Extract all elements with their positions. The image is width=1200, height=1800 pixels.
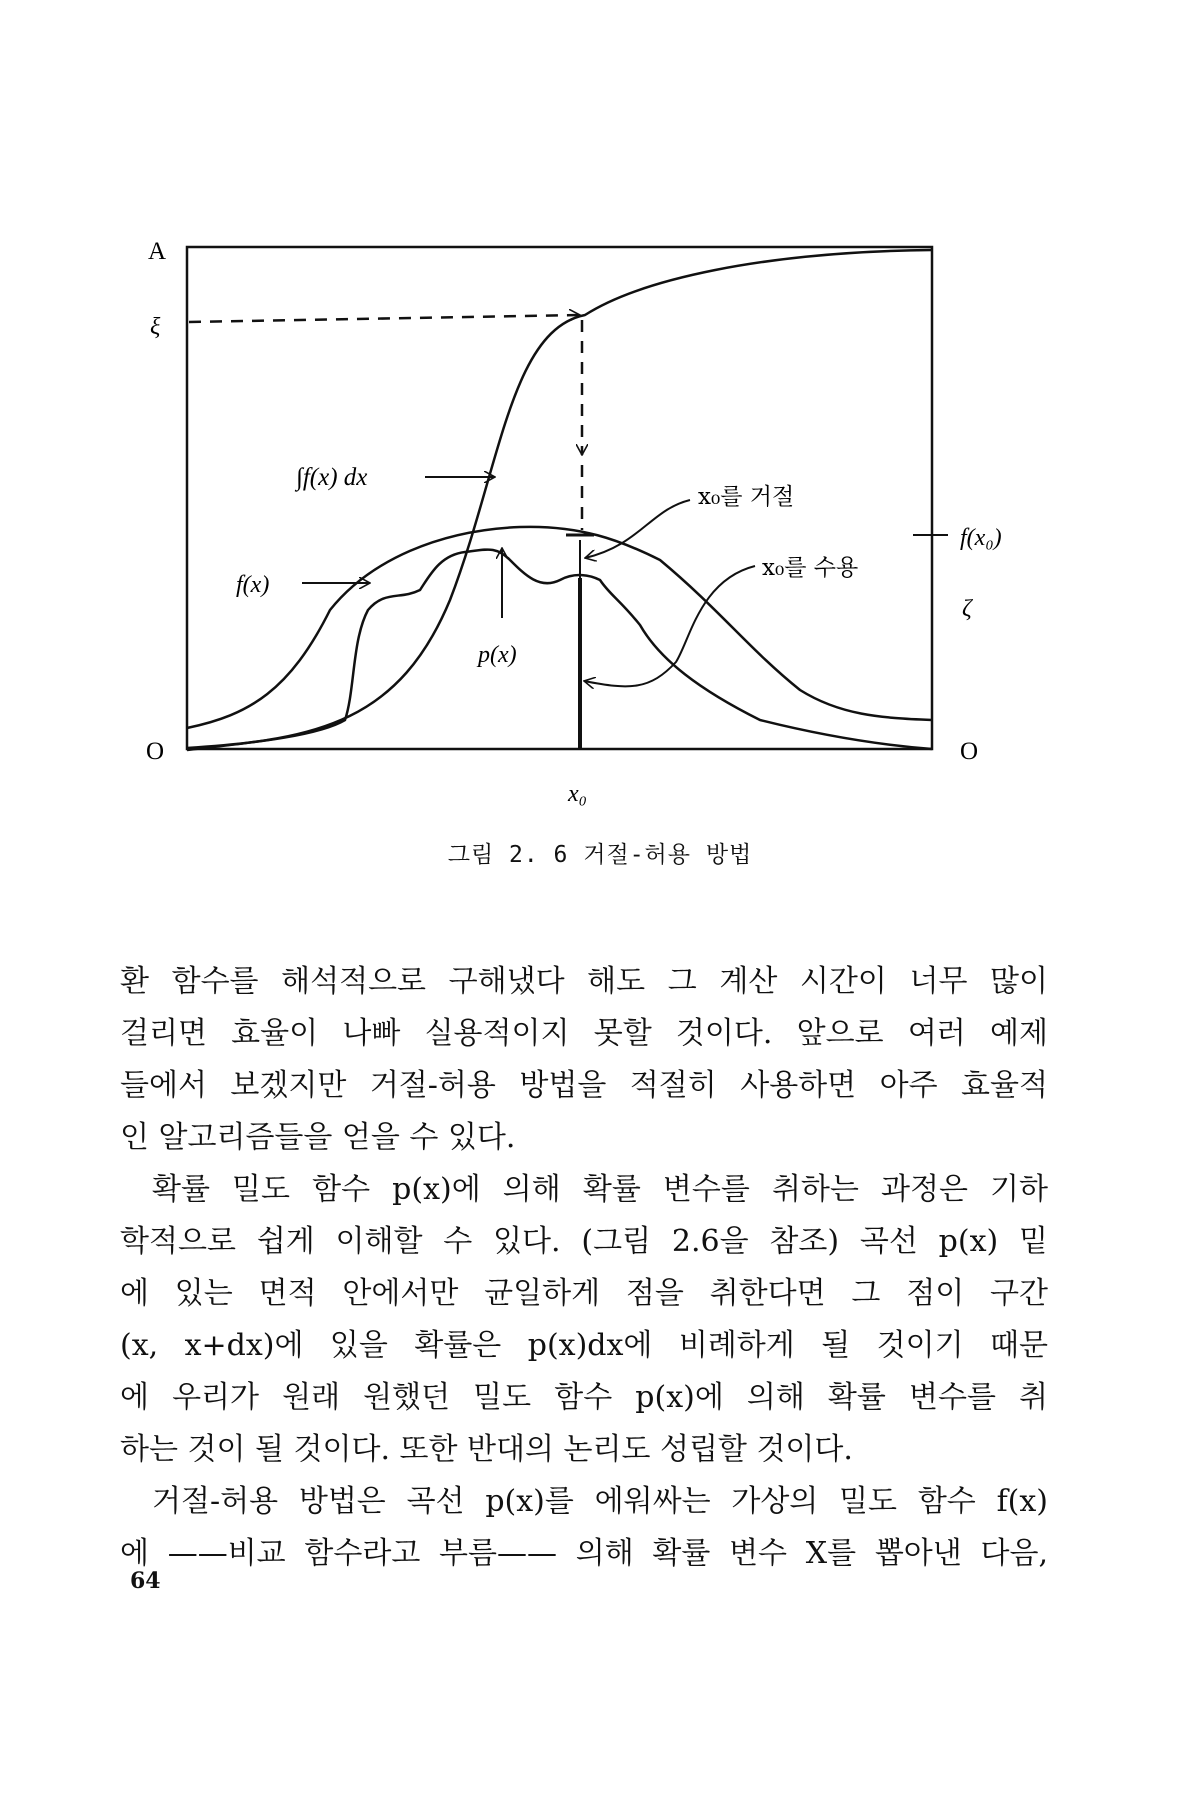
label-reject: x₀를 거절 — [698, 484, 795, 510]
body-text — [120, 956, 1048, 1580]
text-line: (x, x+dx)에 있을 확률은 p(x)dx에 비례하게 될 것이기 때문 — [120, 1328, 1048, 1363]
figure-caption: 그림 2. 6 거절-허용 방법 — [447, 842, 753, 868]
text-line: 에 우리가 원래 원했던 밀도 함수 p(x)에 의해 확률 변수를 취 — [120, 1380, 1048, 1415]
label-p: p(x) — [478, 642, 517, 668]
plot-frame — [187, 247, 932, 749]
text-line: 하는 것이 될 것이다. 또한 반대의 논리도 성립할 것이다. — [120, 1432, 853, 1467]
label-f-x0: f(x₀) — [960, 525, 1002, 551]
label-integral: ∫f(x) dx — [296, 464, 368, 491]
text-line: 걸리면 효율이 나빠 실용적이지 못할 것이다. 앞으로 여러 예제 — [120, 1016, 1048, 1051]
accept-arrow — [584, 566, 755, 686]
text-line: 거절-허용 방법은 곡선 p(x)를 에워싸는 가상의 밀도 함수 f(x) — [152, 1484, 1048, 1519]
label-x0: x₀ — [568, 781, 587, 807]
text-line: 확률 밀도 함수 p(x)에 의해 확률 변수를 취하는 과정은 기하 — [152, 1172, 1048, 1207]
label-origin-right: O — [960, 738, 979, 765]
text-line: 인 알고리즘들을 얻을 수 있다. — [120, 1120, 516, 1155]
label-zeta: ζ — [962, 596, 972, 622]
xi-dashed-arrow — [189, 315, 580, 322]
page-number: 64 — [130, 1568, 161, 1594]
label-accept: x₀를 수용 — [762, 555, 859, 581]
text-line: 에 ——비교 함수라고 부름—— 의해 확률 변수 X를 뽑아낸 다음, — [120, 1536, 1048, 1571]
label-f: f(x) — [236, 572, 270, 598]
label-xi: ξ — [150, 314, 161, 340]
text-line: 에 있는 면적 안에서만 균일하게 점을 취한다면 그 점이 구간 — [120, 1276, 1048, 1311]
label-origin-left: O — [146, 738, 165, 765]
cumulative-curve — [187, 250, 932, 748]
text-line: 들에서 보겠지만 거절-허용 방법을 적절히 사용하면 아주 효율적 — [120, 1068, 1048, 1103]
text-line: 환 함수를 해석적으로 구해냈다 해도 그 계산 시간이 너무 많이 — [120, 964, 1048, 999]
rejection-method-figure — [0, 0, 1200, 820]
label-A: A — [148, 238, 167, 265]
text-line: 학적으로 쉽게 이해할 수 있다. (그림 2.6을 참조) 곡선 p(x) 밑 — [120, 1224, 1048, 1259]
